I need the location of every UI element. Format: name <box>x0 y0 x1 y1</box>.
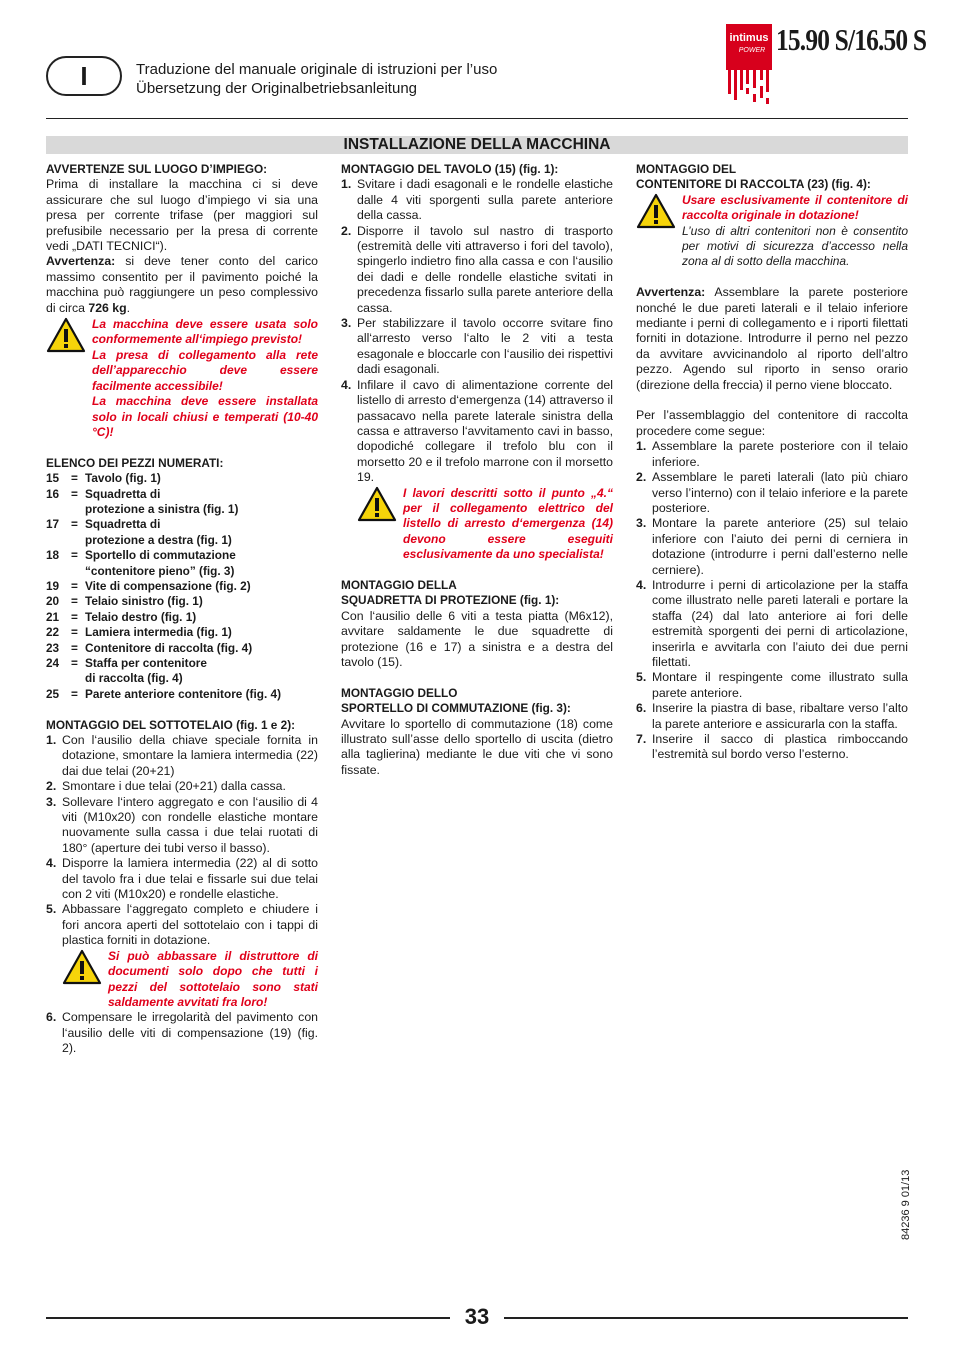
heading-squadretta-2: SQUADRETTA DI PROTEZIONE (fig. 1): <box>341 593 560 608</box>
warning-4-note: L’uso di altri contenitori non è consentito per motivi di sicurezza d’accesso nella zona al di sotto della macchina. <box>682 223 908 269</box>
header-title-de: Übersetzung der Originalbetriebsanleitung <box>136 80 418 97</box>
page-number: 33 <box>464 1304 490 1329</box>
list-item: 4. Disporre la lamiera intermedia (22) al di sotto del tavolo fra i due telai e fissarle sui due telai con 2 viti (M10x20) e rondelle elastiche. <box>46 856 318 902</box>
warning-triangle-icon <box>62 949 102 985</box>
footer-rule-left <box>46 1317 450 1319</box>
weight-value: 726 kg <box>88 300 127 315</box>
header-divider <box>46 118 908 119</box>
warning-1c: La macchina deve essere installata solo in locali chiusi e temperati (10-40 °C)! <box>92 394 318 439</box>
avvertenza-label: Avvertenza: <box>46 254 116 269</box>
avvertenza-text: Assemblare la parete posteriore nonché le due pareti laterali e il telaio inferiore mediante i perni di collegamento e i riporti filettati forniti in dotazione. Introdurre il perno nel pezzo da avvitare avvicinandolo al riporto dell’altro pezzo. Agendo sul riporto in senso orario (direzione della freccia) il perno viene bloccato. <box>636 285 908 392</box>
parts-row: 20 = Telaio sinistro (fig. 1) <box>46 594 203 609</box>
language-code: I <box>80 60 88 91</box>
paragraph-squadretta: Con l‘ausilio delle 6 viti a testa piatta (M6x12), avvitare saldamente le due squadrette di protezione (16 e 17) a sinistra e a destra del tavolo (15). <box>341 608 613 669</box>
parts-row: di raccolta (fig. 4) <box>85 671 183 686</box>
warning-2: Si può abbassare il distruttore di documenti solo dopo che tutti i pezzi del sottotelaio sono stati saldamente avvitati fra loro! <box>108 948 318 1009</box>
parts-row: 21 = Telaio destro (fig. 1) <box>46 609 197 624</box>
warning-4-red: Usare esclusivamente il contenitore di raccolta originale in dotazione! <box>682 192 908 223</box>
column-1 <box>46 162 318 1057</box>
column-2 <box>341 162 613 778</box>
heading-sportello-1: MONTAGGIO DELLO <box>341 685 458 700</box>
parts-row: 19 = Vite di compensazione (fig. 2) <box>46 578 251 593</box>
list-item: 4. Introdurre i perni di articolazione per la staffa come illustrato nelle pareti laterali e portare la staffa (24) dal lato anteriore ai fori delle estremità sporgenti dei perni di articolazione, inserirla e avvitarla con l’aiuto dei due perni filettati. <box>636 577 908 669</box>
document-number: 84236 9 01/13 <box>900 1169 912 1240</box>
parts-row: 23 = Contenitore di raccolta (fig. 4) <box>46 640 253 655</box>
heading-squadretta-1: MONTAGGIO DELLA <box>341 577 457 592</box>
parts-row: protezione a sinistra (fig. 1) <box>85 501 239 516</box>
parts-row: 24 = Staffa per contenitore <box>46 655 207 670</box>
logo-sub-text: POWER <box>738 47 766 54</box>
parts-row: protezione a destra (fig. 1) <box>85 532 232 547</box>
header-titles <box>136 60 497 98</box>
language-badge <box>46 56 122 96</box>
list-item: 3. Sollevare l‘intero aggregato e con l‘ausilio di 4 viti (M10x20) con rondelle elastiche montare nuovamente sulla cassa i due telai ruotati di 180° (aperture dei tubi verso il basso). <box>46 794 318 855</box>
paragraph-luogo: Prima di installare la macchina ci si deve assicurare che sul luogo d’impiego vi sia una presa per corrente trifase (per maggiori sul prefusibile necessario per la presa di corrente vedi „DATI TECNICI“). <box>46 177 318 254</box>
heading-contenitore-2: CONTENITORE DI RACCOLTA (23) (fig. 4): <box>636 177 871 192</box>
warning-triangle-icon <box>357 486 397 522</box>
avvertenza-label: Avvertenza: <box>636 285 706 300</box>
warning-block-3 <box>341 486 613 563</box>
list-item: 5. Abbassare l‘aggregato completo e chiudere i fori ancora aperti del sottotelaio con i tappi di plastica forniti in dotazione. <box>46 902 318 948</box>
warning-1a: La macchina deve essere usata solo conformemente all‘impiego previsto! <box>92 317 318 347</box>
list-item: 6. Compensare le irregolarità del pavimento con l‘ausilio delle viti di compensazione (19) (fig. 2). <box>46 1010 318 1056</box>
parts-row: 22 = Lamiera intermedia (fig. 1) <box>46 625 232 640</box>
list-item: 6. Inserire la piastra di base, ribaltare verso l’alto la parete anteriore e assicurarla con la staffa. <box>636 701 908 731</box>
warning-block-1 <box>46 317 318 440</box>
list-item: 5. Montare il respingente come illustrato sulla parete anteriore. <box>636 670 908 700</box>
list-item: 2. Disporre il tavolo sul nastro di trasporto (estremità delle viti attraverso i fori del tavolo), spingerlo indietro fino alla cassa e con l‘ausilio dei dadi e delle rondelle elastiche svitati in precedenza fissarlo sulla parete anteriore della cassa. <box>341 223 613 315</box>
parts-row: 25 = Parete anteriore contenitore (fig. 4) <box>46 686 282 701</box>
list-item: 7. Inserire il sacco di plastica rimboccando l’estremità sul bordo verso l’esterno. <box>636 732 908 762</box>
header-title-it: Traduzione del manuale originale di istruzioni per l’uso <box>136 61 498 78</box>
section-title: INSTALLAZIONE DELLA MACCHINA <box>343 136 611 153</box>
parts-row: 17 = Squadretta di <box>46 517 161 532</box>
list-item: 1. Svitare i dadi esagonali e le rondelle elastiche dalle 4 viti sporgenti sulla parete anteriore della cassa. <box>341 177 613 223</box>
list-item: 1. Con l‘ausilio della chiave speciale fornita in dotazione, smontare la lamiera intermedia (22) dai due telai (20+21) <box>46 733 318 778</box>
avvertenza-text: si deve tener conto del carico massimo consentito per il pavimento poiché la macchina può raggiungere un peso complessivo di circa <box>46 254 318 315</box>
parts-row: 18 = Sportello di commutazione <box>46 548 236 563</box>
parts-row: 16 = Squadretta di <box>46 486 161 501</box>
paragraph-assemblaggio: Per l’assemblaggio del contenitore di raccolta procedere come segue: <box>636 408 908 438</box>
footer-rule-right <box>504 1317 908 1319</box>
warning-block-4 <box>636 193 908 270</box>
intimus-logo <box>726 24 772 106</box>
section-bar <box>46 136 908 154</box>
logo-brand-text: intimus <box>729 32 769 44</box>
heading-sportello-2: SPORTELLO DI COMMUTAZIONE (fig. 3): <box>341 701 571 716</box>
parts-row: 15 = Tavolo (fig. 1) <box>46 471 161 486</box>
list-item: 2. Smontare i due telai (20+21) dalla cassa. <box>46 779 286 794</box>
list-item: 1. Assemblare la parete posteriore con il telaio inferiore. <box>636 439 908 469</box>
warning-triangle-icon <box>636 193 676 229</box>
warning-block-2 <box>46 949 318 1011</box>
paragraph-sportello: Avvitare lo sportello di commutazione (18) come illustrato sull’asse dello sportello di uscita (dietro alla taglierina) mediante le due viti che vi sono fissate. <box>341 716 613 777</box>
parts-list <box>46 471 318 702</box>
paragraph-avvertenza-3 <box>636 285 908 393</box>
heading-tavolo: MONTAGGIO DEL TAVOLO (15) (fig. 1): <box>341 162 559 176</box>
heading-sottotelaio: MONTAGGIO DEL SOTTOTELAIO (fig. 1 e 2): <box>46 717 296 732</box>
list-item: 3. Montare la parete anteriore (25) sul telaio inferiore con l’aiuto dei perni di cerniera in dotazione (introdurre i perni dall’esterno nelle cerniere). <box>636 516 908 577</box>
model-title: 15.90 S/16.50 S <box>776 22 927 57</box>
avvertenza-end: . <box>126 300 131 315</box>
heading-avvertenze: AVVERTENZE SUL LUOGO D’IMPIEGO: <box>46 162 268 176</box>
list-item: 4. Infilare il cavo di alimentazione corrente del listello di arresto d‘emergenza (14) attraverso il passacavo nella parete laterale sinistra della cassa e attraverso l‘avvitamento cavi in basso, dopodiché collegare il trefolo blu con il morsetto 20 e il trefolo marrone con il morsetto 19. <box>341 377 613 485</box>
warning-1b: La presa di collegamento alla rete dell’apparecchio deve essere facilmente accessibile! <box>92 347 318 393</box>
warning-3: I lavori descritti sotto il punto „4.“ per il collegamento elettrico del listello di arresto d‘emergenza (14) devono essere eseguiti esclusivamente da uno specialista! <box>403 485 613 562</box>
heading-contenitore-1: MONTAGGIO DEL <box>636 162 737 176</box>
parts-row: “contenitore pieno” (fig. 3) <box>85 563 235 578</box>
warning-triangle-icon <box>46 317 86 353</box>
column-3 <box>636 162 908 763</box>
paragraph-avvertenza <box>46 254 318 316</box>
list-item: 2. Assemblare le pareti laterali (lato più chiaro verso l’interno) con il telaio inferiore e la parete posteriore. <box>636 470 908 515</box>
list-item: 3. Per stabilizzare il tavolo occorre svitare fino all‘arresto verso l‘alto le 2 viti a testa esagonale e bloccarle con l‘ausilio dei rispettivi dadi esagonali. <box>341 316 613 377</box>
heading-elenco: ELENCO DEI PEZZI NUMERATI: <box>46 455 224 470</box>
